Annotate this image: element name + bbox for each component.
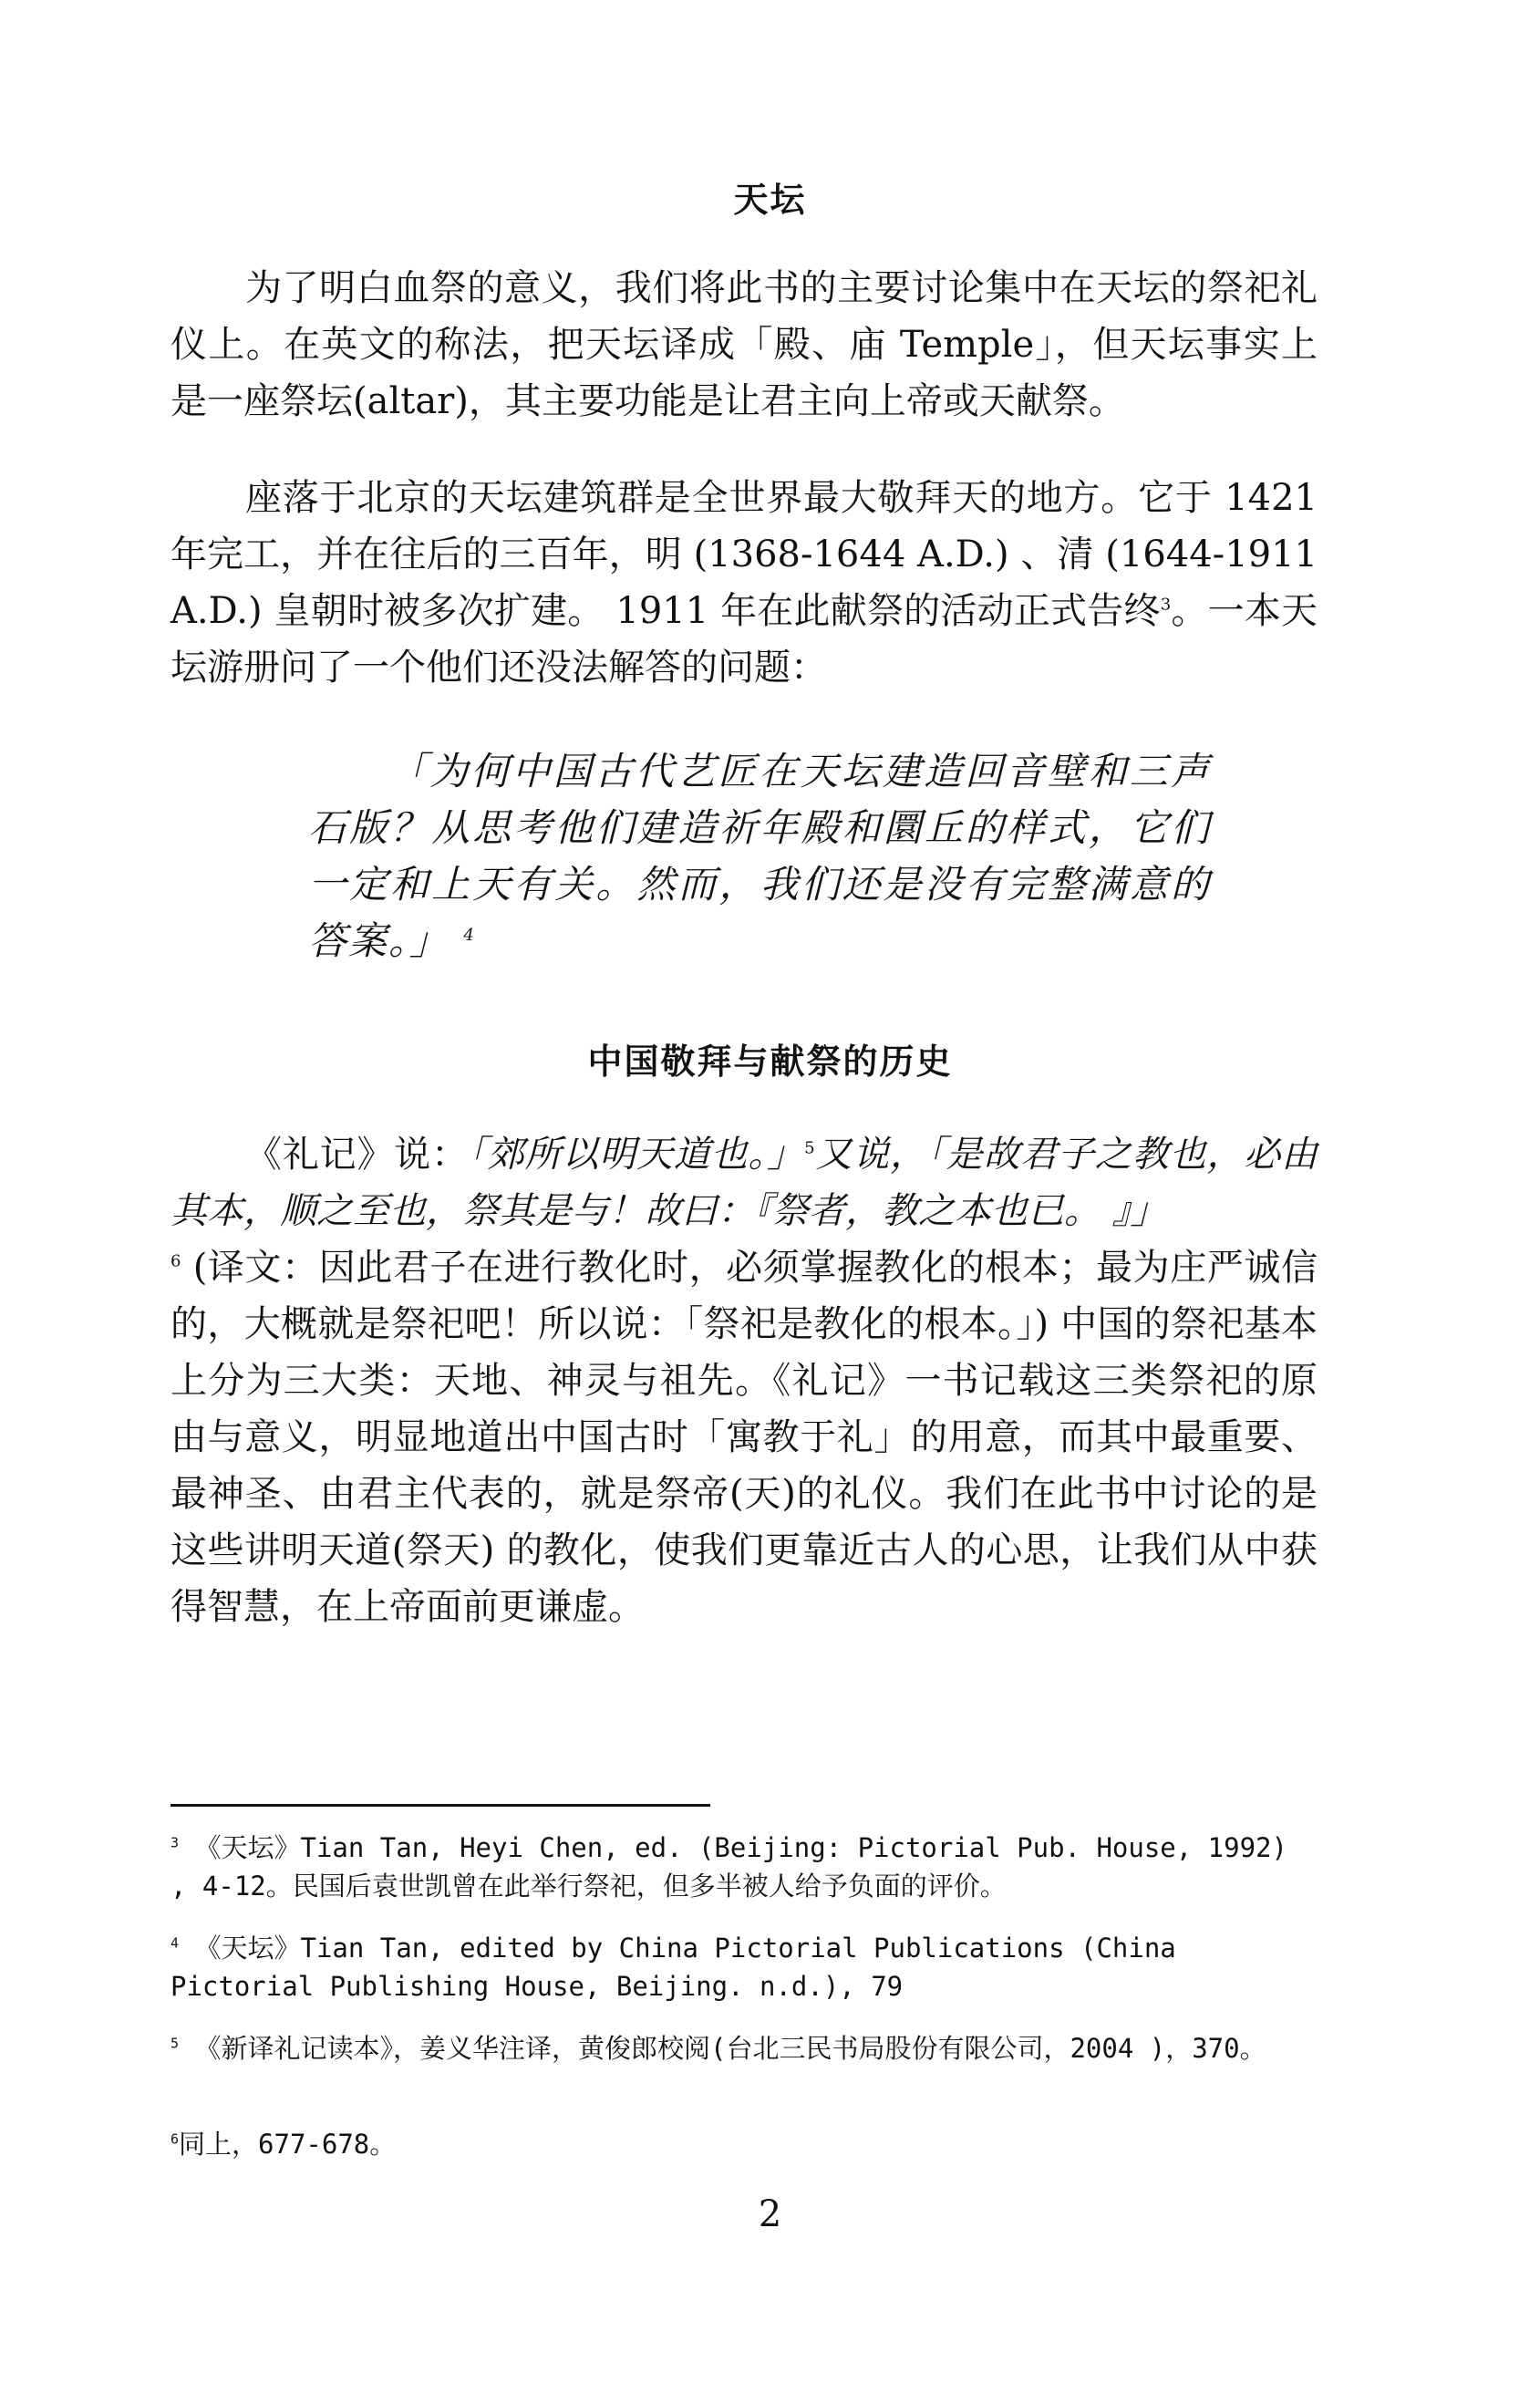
footnote-4-number: 4 — [171, 1934, 180, 1952]
paragraph-2-text-b: 。一本天坛游册问了一个他们还没法解答的问题： — [171, 590, 1318, 689]
footnote-6-number: 6 — [171, 2130, 180, 2148]
footnote-divider — [171, 1804, 710, 1807]
footnote-3-number: 3 — [171, 1834, 180, 1851]
paragraph-3 — [171, 1126, 1318, 1635]
footnote-4-text: 《天坛》Tian Tan, edited by China Pictorial Publications (China Pictorial Publishing House, Beijing. n.d.), 79 — [171, 1933, 1176, 2002]
footnote-3-text: 《天坛》Tian Tan, Heyi Chen, ed. (Beijing: Pictorial Pub. House, 1992) , 4-12。民国后袁世凯曾在此举行祭祀，但多半被人给予负面的评价。 — [171, 1832, 1287, 1902]
footnote-4 — [171, 1929, 1318, 2005]
footnote-ref-5[interactable]: 5 — [804, 1138, 815, 1158]
section-heading-tiantan: 天坛 — [733, 180, 807, 220]
section-heading-history: 中国敬拜与献祭的历史 — [587, 1042, 953, 1082]
paragraph-2-text-a: 座落于北京的天坛建筑群是全世界最大敬拜天的地方。它于 1421 年完工，并在往后的三百年，明 (1368-1644 A.D.) 、清 (1644-1911 A.D.) 皇朝时被多次扩建。 1911 年在此献祭的活动正式告终 — [171, 477, 1318, 632]
paragraph-1-text: 为了明白血祭的意义，我们将此书的主要讨论集中在天坛的祭祀礼仪上。在英文的称法，把天坛译成「殿、庙 Temple」，但天坛事实上是一座祭坛(altar)，其主要功能是让君主向上帝或天献祭。 — [171, 267, 1318, 422]
block-quote-text: 「为何中国古代艺匠在天坛建造回音壁和三声石版？从思考他们建造祈年殿和圜丘的样式，它们一定和上天有关。然而，我们还是没有完整满意的答案。」 — [308, 749, 1211, 963]
footnote-ref-3[interactable]: 3 — [1160, 595, 1172, 615]
footnote-6 — [171, 2125, 1318, 2163]
footnote-5-number: 5 — [171, 2035, 180, 2052]
footnote-ref-6[interactable]: 6 — [171, 1251, 181, 1271]
block-quote — [308, 743, 1211, 969]
paragraph-3-text-d: (译文：因此君子在进行教化时，必须掌握教化的根本；最为庄严诚信的，大概就是祭祀吧！所以说：「祭祀是教化的根本。」) 中国的祭祀基本上分为三大类：天地、神灵与祖先。《礼记》一书记载这三类祭祀的原由与意义，明显地道出中国古时「寓教于礼」的用意，而其中最重要、最神圣、由君主代表的，就是祭帝(天)的礼仪。我们在此书中讨论的是这些讲明天道(祭天) 的教化，使我们更靠近古人的心思，让我们从中获得智慧，在上帝面前更谦虚。 — [171, 1247, 1318, 1628]
page-number: 2 — [758, 2193, 782, 2235]
footnote-3 — [171, 1829, 1318, 1905]
paragraph-3-text-a: 《礼记》说： — [245, 1134, 469, 1176]
paragraph-2 — [171, 470, 1318, 696]
footnote-5-text: 《新译礼记读本》，姜义华注译，黄俊郎校阅(台北三民书局股份有限公司，2004 )，370。 — [179, 2033, 1266, 2064]
footnote-ref-4[interactable]: 4 — [463, 926, 476, 945]
paragraph-3-quote-1: 「郊所以明天道也。」 — [468, 1134, 805, 1176]
paragraph-1 — [171, 260, 1318, 430]
paragraph-3-quote-2: 又说，「是故君子之教也，必由其本，顺之至也，祭其是与！故曰：『祭者，教之本也已。 』」 — [171, 1134, 1318, 1232]
footnote-6-text: 同上，677-678。 — [179, 2129, 397, 2160]
footnote-5 — [171, 2029, 1318, 2068]
